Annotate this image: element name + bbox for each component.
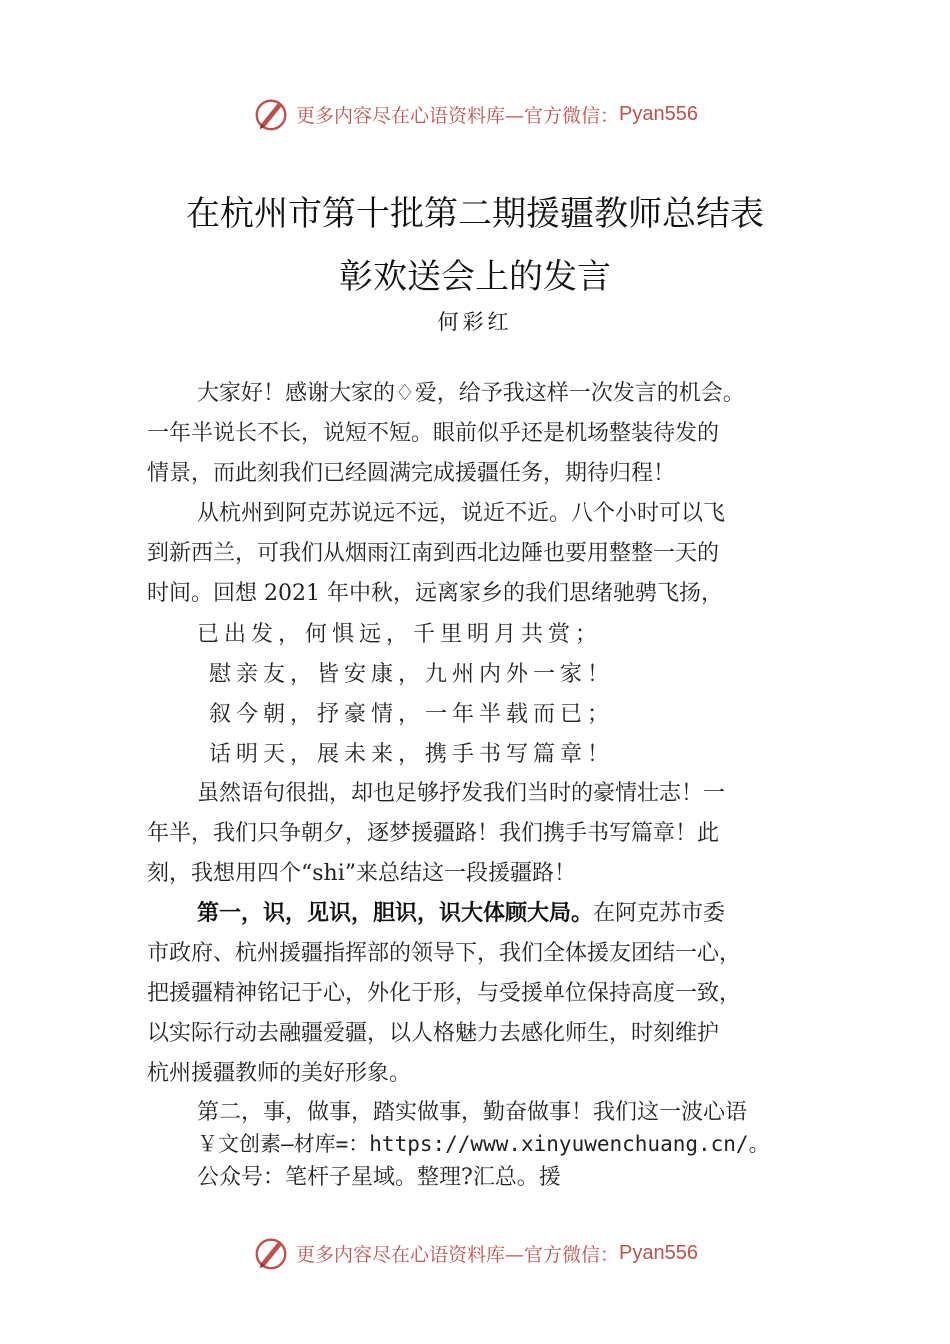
banner-slogan: 更多内容尽在心语资料库—官方微信： [296, 104, 620, 127]
body-line: 把援疆精神铭记于心，外化于形，与受援单位保持高度一致， [147, 981, 742, 1006]
poem-line: 慰亲友，皆安康，九州内外一家！ [209, 662, 615, 687]
body-line: 市政府、杭州援疆指挥部的领导下，我们全体援友团结一心， [147, 941, 742, 966]
poem-line: 叙今朝，抒豪情，一年半载而已； [209, 702, 615, 727]
pen-logo-icon [252, 95, 290, 133]
body-line [197, 896, 725, 927]
body-line: 杭州援疆教师的美好形象。 [147, 1061, 412, 1086]
document-title-line1: 在杭州市第十批第二期援疆教师总结表 [186, 194, 764, 234]
body-line: 第二，事，做事，踏实做事，勤奋做事！我们这一波心语 [197, 1100, 748, 1125]
header-banner [0, 94, 950, 134]
body-line: 公众号：笔杆子星域。整理?汇总。援 [197, 1165, 561, 1190]
body-line: 刻，我想用四个“shi”来总结这一段援疆路！ [147, 861, 576, 886]
document-author: 何彩红 [437, 310, 513, 334]
footer-banner [0, 1233, 950, 1273]
poem-line: 已出发，何惧远，千里明月共赏； [197, 622, 603, 647]
body-line: 大家好！感谢大家的♢爱，给予我这样一次发言的机会。 [197, 381, 745, 406]
section-heading-first: 第一，识，见识，胆识，识大体顾大局。 [197, 901, 594, 926]
body-line: 情景，而此刻我们已经圆满完成援疆任务，期待归程！ [147, 461, 676, 486]
poem-line: 话明天，展未来，携手书写篇章！ [209, 742, 615, 767]
document-title-line2: 彰欢送会上的发言 [339, 257, 611, 297]
body-line: 到新西兰，可我们从烟雨江南到西北边陲也要用整整一天的 [147, 541, 720, 566]
body-line: 年半，我们只争朝夕，逐梦援疆路！我们携手书写篇章！此 [147, 821, 720, 846]
body-line: 虽然语句很拙，却也足够抒发我们当时的豪情壮志！一 [197, 781, 726, 806]
pen-logo-icon [252, 1234, 290, 1272]
body-line: 以实际行动去融疆爱疆，以人格魅力去感化师生，时刻维护 [147, 1021, 720, 1046]
body-line: 时间。回想 2021 年中秋，远离家乡的我们思绪驰骋飞扬， [147, 581, 723, 606]
body-line-url: ￥文创素—材库=：https://www.xinyuwenchuang.cn/。 [197, 1132, 770, 1156]
banner-wechat-handle: Pyan556 [619, 1241, 698, 1264]
body-line: 从杭州到阿克苏说远不远，说近不近。八个小时可以飞 [197, 501, 726, 526]
body-line: 一年半说长不长，说短不短。眼前似乎还是机场整装待发的 [147, 421, 720, 446]
banner-slogan: 更多内容尽在心语资料库—官方微信： [296, 1243, 620, 1266]
body-text: 在阿克苏市委 [593, 901, 726, 926]
banner-wechat-handle: Pyan556 [619, 102, 698, 125]
